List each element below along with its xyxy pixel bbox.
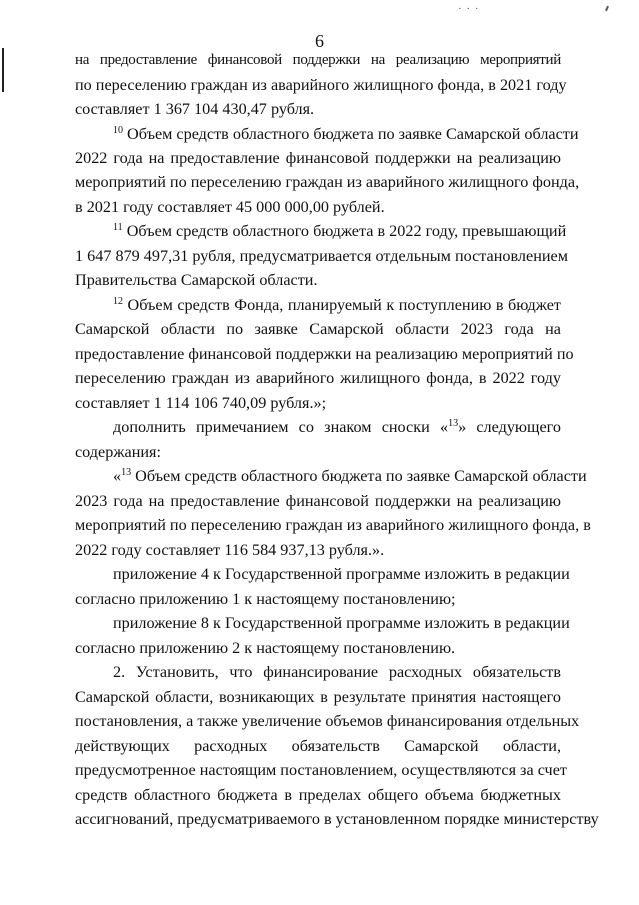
footnote-line: «$^{13}$ Объем средств областного бюджета по заявке Самарской области bbox=[113, 467, 587, 485]
text-line: в 2021 году составляет 45 000 000,00 рублей. bbox=[75, 198, 385, 216]
footnote-mark: 11 bbox=[113, 222, 123, 233]
text-line: по переселению граждан из аварийного жилищного фонда, в 2021 году bbox=[75, 76, 567, 94]
text-line: 2022 года на предоставление финансовой поддержки на реализацию bbox=[75, 149, 561, 167]
footnote-mark: 13 bbox=[121, 467, 132, 478]
text-line: на предоставление финансовой поддержки на реализацию мероприятий bbox=[75, 52, 561, 68]
text-line: согласно приложению 1 к настоящему постановлению; bbox=[75, 590, 456, 608]
scan-artifact-tick bbox=[605, 6, 609, 11]
text-line: ассигнований, предусматриваемого в установленном порядке министерству bbox=[75, 810, 599, 828]
text-line: 2. Установить, что финансирование расходных обязательств bbox=[113, 663, 561, 681]
text-line: предоставление финансовой поддержки на реализацию мероприятий по bbox=[75, 345, 574, 363]
text-line: Объем средств областного бюджета по заявке Самарской области bbox=[127, 125, 579, 143]
footnote-mark: 12 bbox=[113, 296, 123, 307]
text-line: предусмотренное настоящим постановлением, осуществляются за счет bbox=[75, 761, 567, 779]
text-line: 2023 года на предоставление финансовой поддержки на реализацию bbox=[75, 492, 561, 510]
text-line: » следующего bbox=[458, 418, 562, 436]
text-line: 1 647 879 497,31 рубля, предусматривается отдельным постановлением bbox=[75, 247, 568, 265]
text-line: составляет 1 114 106 740,09 рубля.»; bbox=[75, 394, 327, 412]
text-line: переселению граждан из аварийного жилищного фонда, в 2022 году bbox=[75, 369, 561, 387]
instruction-line bbox=[113, 415, 561, 439]
text-line: содержания: bbox=[75, 443, 161, 461]
text-line: мероприятий по переселению граждан из аварийного жилищного фонда, в bbox=[75, 516, 591, 534]
footnote-line bbox=[113, 219, 567, 243]
page-number: 6 bbox=[315, 31, 324, 51]
text-line: постановления, а также увеличение объемов финансирования отдельных bbox=[75, 712, 580, 730]
text-line: 2022 году составляет 116 584 937,13 рубля.». bbox=[75, 541, 385, 559]
text-line: Самарской области по заявке Самарской области 2023 года на bbox=[75, 320, 561, 338]
text-line: средств областного бюджета в пределах общего объема бюджетных bbox=[75, 786, 561, 804]
text-line: Объем средств областного бюджета в 2022 году, превышающий bbox=[126, 222, 567, 240]
footnote-line bbox=[113, 293, 561, 317]
text-line: действующих расходных обязательств Самарской области, bbox=[75, 737, 561, 755]
text-line: Самарской области, возникающих в результате принятия настоящего bbox=[75, 688, 561, 706]
text-line: мероприятий по переселению граждан из аварийного жилищного фонда, bbox=[75, 173, 580, 191]
scan-artifact: · · · bbox=[458, 3, 480, 15]
text-line: приложение 8 к Государственной программе изложить в редакции bbox=[113, 614, 570, 632]
text-line: согласно приложению 2 к настоящему постановлению. bbox=[75, 639, 456, 657]
text-line: Правительства Самарской области. bbox=[75, 271, 318, 289]
footnote-mark: 10 bbox=[113, 125, 123, 136]
footnote-line bbox=[113, 122, 579, 146]
scan-edge-mark bbox=[2, 48, 4, 92]
footnote-mark: 13 bbox=[448, 418, 459, 429]
text-line: приложение 4 к Государственной программе изложить в редакции bbox=[113, 565, 570, 583]
text-line: Объем средств областного бюджета по заявке Самарской области bbox=[131, 467, 587, 485]
text-line: составляет 1 367 104 430,47 рубля. bbox=[75, 100, 315, 118]
text-line: Объем средств Фонда, планируемый к поступлению в бюджет bbox=[127, 296, 562, 314]
text-line: дополнить примечанием со знаком сноски « bbox=[113, 418, 449, 436]
